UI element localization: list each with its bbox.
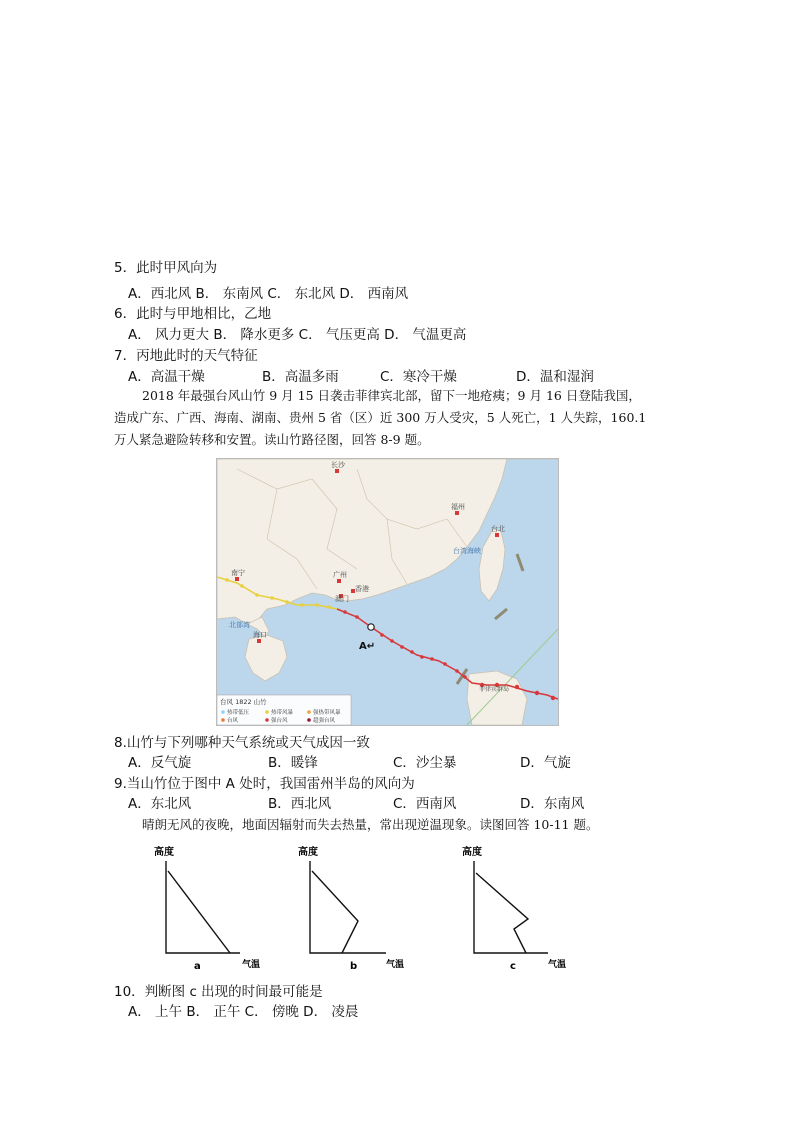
graph-c-axes [474, 861, 548, 953]
label-luzon: 菲律宾群岛 [479, 686, 510, 693]
q7-option-b: B．高温多雨 [262, 369, 339, 385]
map-legend [217, 695, 351, 725]
graph-b-axes [310, 861, 386, 953]
label-taiwan-strait: 台湾海峡 [453, 547, 481, 555]
q9-option-b: B．西北风 [268, 796, 332, 812]
q9-option-a: A．东北风 [128, 796, 192, 812]
map-svg [217, 459, 558, 725]
label-guangzhou: 广州 [333, 571, 347, 579]
q7-option-c: C．寒冷干燥 [380, 369, 457, 385]
legend-item-1: 热带低压 [227, 710, 250, 716]
graph-a-axes [166, 861, 240, 953]
passage1-line3: 万人紧急避险转移和安置。读山竹路径图，回答 8-9 题。 [114, 432, 430, 447]
legend-item-3: 强热带风暴 [313, 710, 341, 716]
q8-option-c: C．沙尘暴 [393, 755, 457, 771]
q8-stem: 8.山竹与下列哪种天气系统或天气成因一致 [114, 735, 370, 751]
q6-options: A． 风力更大 B． 降水更多 C． 气压更高 D． 气温更高 [128, 327, 467, 343]
label-point-a: A↵ [359, 641, 376, 652]
q6-stem: 6．此时与甲地相比，乙地 [114, 306, 272, 322]
q9-option-c: C．西南风 [393, 796, 457, 812]
graph-b-curve [312, 871, 358, 953]
graph-b-xlabel: 气温 [386, 960, 405, 970]
label-haikou: 海口 [253, 631, 267, 639]
q7-option-d: D．温和湿润 [516, 369, 594, 385]
graph-c-name: c [510, 961, 516, 972]
graph-a-curve [168, 871, 230, 953]
graph-a [150, 843, 270, 977]
graph-a-name: a [194, 961, 201, 972]
graph-c-ylabel: 高度 [462, 847, 482, 858]
q9-stem: 9.当山竹位于图中 A 处时，我国雷州半岛的风向为 [114, 776, 415, 792]
q5-options: A．西北风 B． 东南风 C． 东北风 D． 西南风 [128, 286, 409, 302]
graph-b-name: b [350, 961, 358, 972]
graph-b [296, 843, 416, 977]
legend-title: 台风 1822 山竹 [220, 698, 267, 706]
q10-stem: 10．判断图 c 出现的时间最可能是 [114, 984, 323, 1000]
legend-item-2: 热带风暴 [271, 710, 294, 716]
q8-option-b: B．暖锋 [268, 755, 318, 771]
q8-option-d: D．气旋 [520, 755, 571, 771]
label-hongkong: 香港 [355, 585, 369, 593]
q8-option-a: A．反气旋 [128, 755, 192, 771]
typhoon-track-map [216, 458, 559, 726]
graph-c [458, 843, 578, 977]
q7-option-a: A．高温干燥 [128, 369, 205, 385]
legend-item-6: 超强台风 [313, 718, 336, 724]
legend-item-5: 强台风 [271, 718, 288, 724]
label-taibei: 台北 [491, 525, 505, 533]
graph-c-curve [476, 873, 528, 953]
graph-b-ylabel: 高度 [298, 847, 318, 858]
graph-c-xlabel: 气温 [548, 960, 567, 970]
graph-a-xlabel: 气温 [242, 960, 261, 970]
q9-option-d: D．东南风 [520, 796, 585, 812]
passage2: 晴朗无风的夜晚，地面因辐射而失去热量，常出现逆温现象。读图回答 10-11 题。 [142, 817, 599, 832]
label-changsha: 长沙 [331, 461, 345, 469]
label-beibu-gulf: 北部湾 [229, 621, 250, 629]
label-nanning: 南宁 [231, 569, 245, 577]
legend-item-4: 台风 [227, 718, 239, 724]
q7-stem: 7．丙地此时的天气特征 [114, 348, 258, 364]
label-macau: 澳门 [335, 595, 349, 603]
q10-options: A． 上午 B． 正午 C． 傍晚 D． 凌晨 [128, 1004, 359, 1020]
q5-stem: 5．此时甲风向为 [114, 260, 218, 276]
graph-a-ylabel: 高度 [154, 847, 174, 858]
passage1-line1: 2018 年最强台风山竹 9 月 15 日袭击菲律宾北部，留下一地疮痍；9 月 16 日登陆我国， [142, 388, 641, 403]
point-a-marker [368, 624, 374, 630]
passage1-line2: 造成广东、广西、海南、湖南、贵州 5 省（区）近 300 万人受灾，5 人死亡，1 人失踪，160.1 [114, 410, 647, 425]
label-fuzhou: 福州 [451, 503, 465, 511]
